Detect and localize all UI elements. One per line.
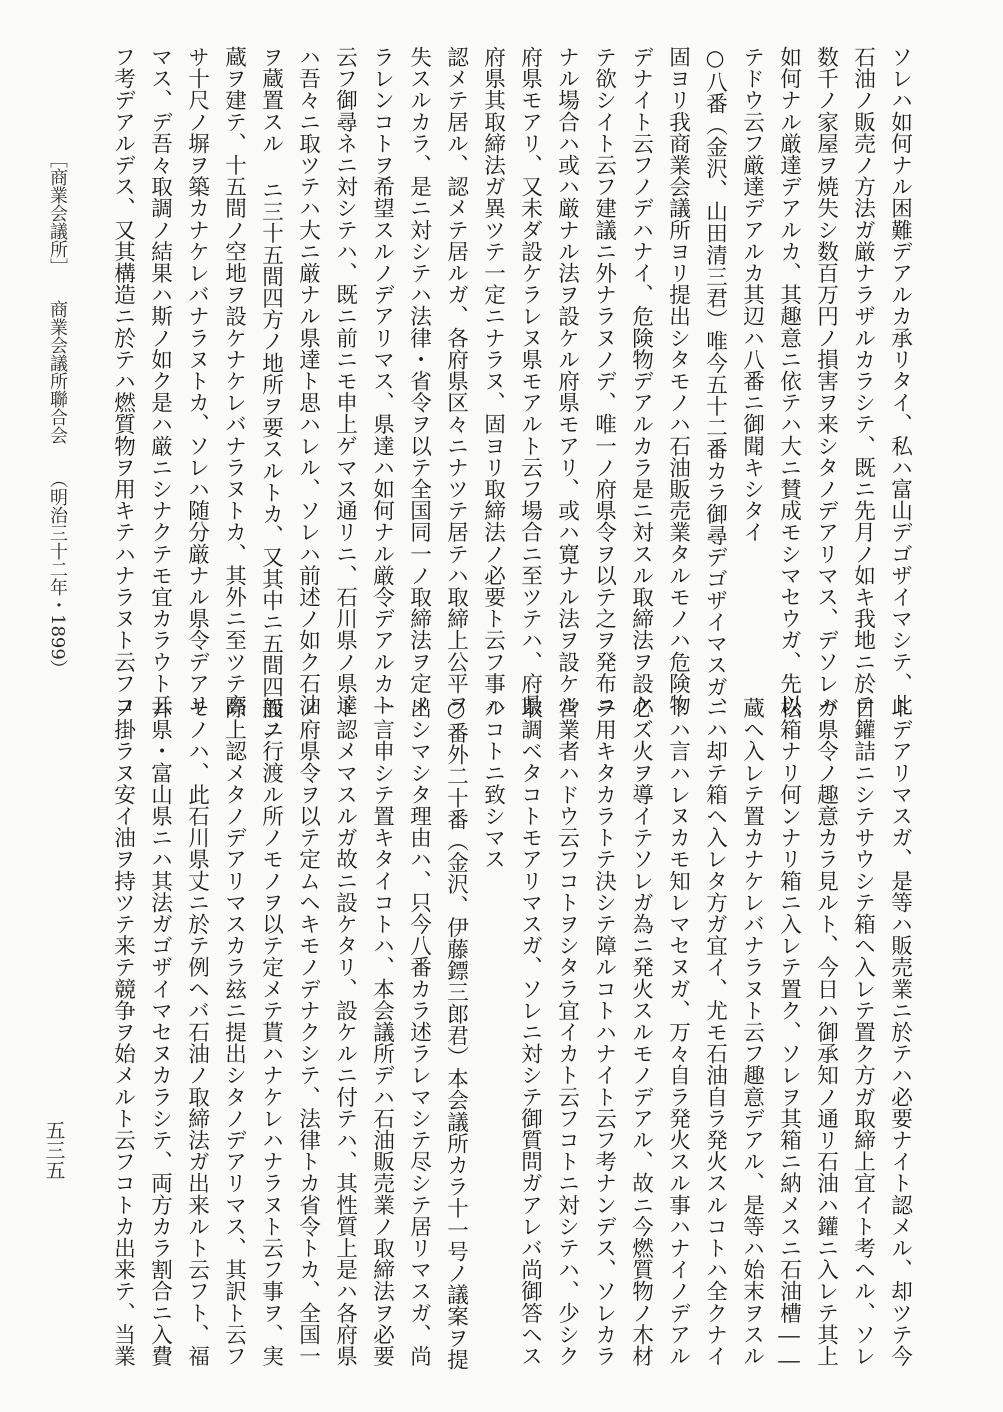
text-column-l6: ニハ却テ箱ヘ入レタ方ガ宜イ、尤モ石油自ラ発火スルコトハ全クナイ: [702, 697, 728, 1367]
text-column-u22: フ考デアルデス、又其構造ニ於テハ燃質物ヲ用キテハナラヌト云フコ: [110, 46, 136, 716]
text-column-l22: ノ掛ラヌ安イ油ヲ持ツテ来テ競争ヲ始メルト云フコトカ出来テ、当業: [110, 697, 136, 1367]
text-column-u14: 失スルカラ、是ニ対シテハ法律・省令ヲ以テ全国同一ノ取締法ヲ定メ: [406, 46, 432, 716]
text-column-l14: 出シマシタ理由ハ、只今八番カラ述ラレマシテ尽シテ居リマスガ、尚: [406, 697, 432, 1367]
text-column-u13: 認メテ居ル、認メテ居ルガ、各府県区々ニナツテ居テハ取締上公平ヲ: [443, 46, 469, 716]
text-column-u9: テ欲シイト云フ建議ニ外ナラヌノデ、唯一ノ府県令ヲ以テ之ヲ発布ニ: [591, 46, 617, 716]
text-column-l20: モノハ、此石川県丈ニ於テ例ヘバ石油ノ取締法ガ出来ルト云フト、福: [184, 697, 210, 1367]
text-column-l12: ルコトニ致シマス: [480, 697, 506, 870]
text-column-u18: ヲ蔵置スル ニ三十五間四方ノ地所ヲ要スルトカ、又其中ニ五間四面ノ: [258, 46, 284, 741]
text-column-l17: ノ府県令ヲ以テ定ムヘキモノデナクシテ、法律トカ省令トカ、全国一: [295, 697, 321, 1367]
text-column-u19: 蔵ヲ建テ、十五間ノ空地ヲ設ケナケレバナラヌトカ、其外ニ至ツテ高: [221, 46, 247, 716]
text-column-u12: 府県其取締法ガ異ツテ一定ニナラヌ、固ヨリ取締法ノ必要ト云フ事ハ: [480, 46, 506, 716]
text-column-u5: テドウ云フ厳達デアルカ其辺ハ八番ニ御聞キシタイ: [739, 46, 765, 543]
text-column-l3: ガ県令ノ趣意カラ見ルト、今日ハ御承知ノ通リ石油ハ鑵ニ入レテ其上: [813, 697, 839, 1367]
text-column-l10: 営業者ハドウ云フコトヲシタラ宜イカト云フコトニ対シテハ、少シク: [554, 697, 580, 1367]
text-column-l9: ヲ用キタカラトテ決シテ障ルコトハナイト云フ考ナンデス、ソレカラ: [591, 697, 617, 1367]
footer-source: ［商業会議所］: [47, 150, 68, 276]
text-column-l16: ト認メマスルガ故ニ設ケタリ、設ケルニ付テハ、其性質上是ハ各府県: [332, 697, 358, 1367]
text-column-l1: トデアリマスガ、是等ハ販売業ニ於テハ必要ナイト認メル、却ツテ今: [887, 697, 913, 1367]
text-column-l21: 井県・富山県ニハ其法ガゴザイマセヌカラシテ、両方カラ割合ニ入費: [147, 697, 173, 1367]
text-column-u4: 如何ナル厳達デアルカ、其趣意ニ依テハ大ニ賛成モシマセウガ、先以: [776, 46, 802, 716]
text-column-u8: デナイト云フノデハナイ、危険物デアルカラ是ニ対スル取締法ヲ設ケ: [628, 46, 654, 716]
text-column-u7: 固ヨリ我商業会議所ヨリ提出シタモノハ石油販売業タルモノハ危険物: [665, 46, 691, 716]
text-column-u17: ハ吾々ニ取ツテハ大ニ厳ナル県達ト思ハレル、ソレハ前述ノ如ク石油: [295, 46, 321, 716]
footer-year: （明治三十二年・1899）: [47, 470, 68, 678]
text-column-l19: 際上認メタノデアリマスカラ玆ニ提出シタノデアリマス、其訳ト云フ: [221, 697, 247, 1367]
speaker-heading-extra20: ○番外二十番（金沢、伊藤鏢三郎君）本会議所カラ十一号ノ議案ヲ提: [443, 697, 469, 1370]
text-column-u1: ソレハ如何ナル困難デアルカ承リタイ、私ハ富山デゴザイマシテ、此: [887, 46, 913, 716]
text-column-l8: 必ズ火ヲ導イテソレガ為ニ発火スルモノデアル、故ニ今燃質物ノ木材: [628, 697, 654, 1367]
text-column-u2: 石油ノ販売ノ方法ガ厳ナラザルカラシテ、既ニ先月ノ如キ我地ニ於テ: [850, 46, 876, 716]
text-column-u20: サ十尺ノ塀ヲ築カナケレバナラヌトカ、ソレハ随分厳ナル県令デアリ: [184, 46, 210, 716]
text-column-l2: 日鑵詰ニシテサウシテ箱ヘ入レテ置ク方ガ取締上宜イト考ヘル、ソレ: [850, 697, 876, 1367]
text-column-l11: 取調ベタコトモアリマスガ、ソレニ対シテ御質問ガアレバ尚御答ヘス: [517, 697, 543, 1367]
text-column-l7: トハ言ハレヌカモ知レマセヌガ、万々自ラ発火スル事ハナイノデアル: [665, 697, 691, 1367]
text-column-u10: ナル場合ハ或ハ厳ナル法ヲ設ケル府県モアリ、或ハ寛ナル法ヲ設ケル: [554, 46, 580, 716]
text-column-u3: 数千ノ家屋ヲ焼失シ数百万円ノ損害ヲ来シタノデアリマス、デソレハ: [813, 46, 839, 716]
text-column-l15: 一言申シテ置キタイコトハ、本会議所デハ石油販売業ノ取締法ヲ必要: [369, 697, 395, 1367]
footer-title: 商業会議所聯合会: [47, 300, 68, 444]
speaker-heading-8: ○八番（金沢、山田清三君）唯今五十二番カラ御尋デゴザイマスガ、: [702, 46, 728, 719]
text-column-u11: 府県モアリ、又未ダ設ケラレヌ県モアルト云フ場合ニ至ツテハ、府県: [517, 46, 543, 716]
text-column-u15: ラレンコトヲ希望スルノデアリマス、県達ハ如何ナル厳令デアルカト: [369, 46, 395, 716]
text-column-l4: 松箱ナリ何ンナリ箱ニ入レテ置ク、ソレヲ其箱ニ納メスニ石油槽――: [776, 697, 802, 1374]
text-column-l5: 蔵ヘ入レテ置カナケレバナラヌト云フ趣意デアル、是等ハ始末ヲスル: [739, 697, 765, 1367]
text-column-u21: マス、デ吾々取調ノ結果ハ斯ノ如ク是ハ厳ニシナクテモ宜カラウト云: [147, 46, 173, 716]
page-number: 五三五: [42, 1120, 66, 1180]
text-column-l18: 般ニ行渡ル所ノモノヲ以テ定メテ貰ハナケレハナラヌト云フ事ヲ、実: [258, 697, 284, 1367]
text-column-u16: 云フ御尋ネニ対シテハ、既ニ前ニモ申上ゲマス通リニ、石川県ノ県達: [332, 46, 358, 716]
